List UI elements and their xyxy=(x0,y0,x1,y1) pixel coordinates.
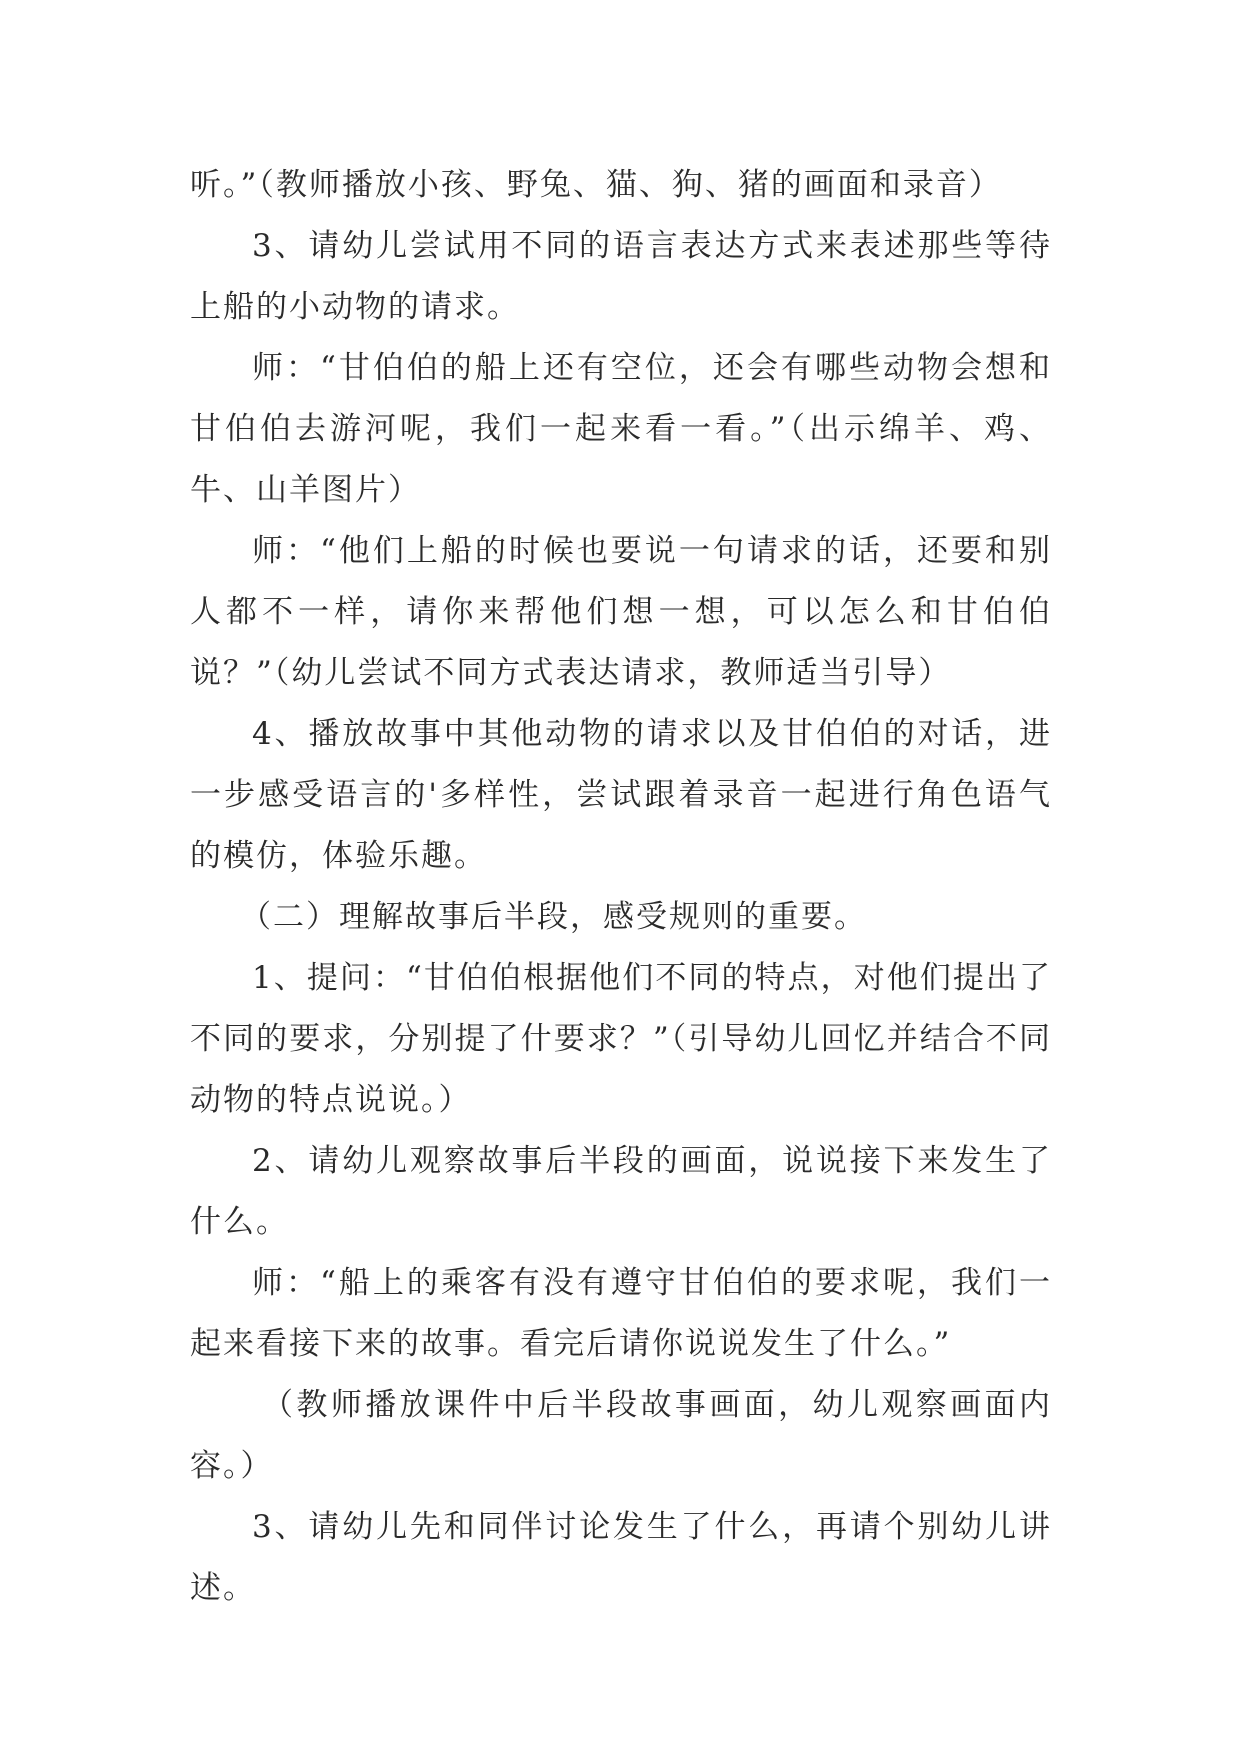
paragraph-step-3-discussion: 3、请幼儿先和同伴讨论发生了什么，再请个别幼儿讲述。 xyxy=(190,1509,1052,1606)
paragraph-continuation: 听。”（教师播放小孩、野兔、猫、狗、猪的画面和录音） xyxy=(190,167,1002,203)
paragraph-teacher-request: 师：“他们上船的时候也要说一句请求的话，还要和别人都不一样，请你来帮他们想一想，可以怎么和甘伯伯说？”（幼儿尝试不同方式表达请求，教师适当引导） xyxy=(190,533,1052,691)
document-body xyxy=(190,155,1052,1619)
paragraph-teacher-empty-seats: 师：“甘伯伯的船上还有空位，还会有哪些动物会想和甘伯伯去游河呢，我们一起来看一看。”（出示绵羊、鸡、牛、山羊图片） xyxy=(190,350,1052,508)
paragraph-teacher-passengers: 师：“船上的乘客有没有遵守甘伯伯的要求呢，我们一起来看接下来的故事。看完后请你说说发生了什么。” xyxy=(190,1265,1052,1362)
paragraph-question-1: 1、提问：“甘伯伯根据他们不同的特点，对他们提出了不同的要求，分别提了什要求？”（引导幼儿回忆并结合不同动物的特点说说。） xyxy=(190,960,1052,1118)
paragraph-step-2: 2、请幼儿观察故事后半段的画面，说说接下来发生了什么。 xyxy=(190,1143,1052,1240)
paragraph-step-4: 4、播放故事中其他动物的请求以及甘伯伯的对话，进一步感受语言的'多样性，尝试跟着录音一起进行角色语气的模仿，体验乐趣。 xyxy=(190,716,1052,874)
section-heading-part-two: （二）理解故事后半段，感受规则的重要。 xyxy=(240,899,867,935)
paragraph-step-3: 3、请幼儿尝试用不同的语言表达方式来表述那些等待上船的小动物的请求。 xyxy=(190,228,1052,325)
paragraph-teacher-plays-courseware: （教师播放课件中后半段故事画面，幼儿观察画面内容。） xyxy=(190,1387,1052,1484)
